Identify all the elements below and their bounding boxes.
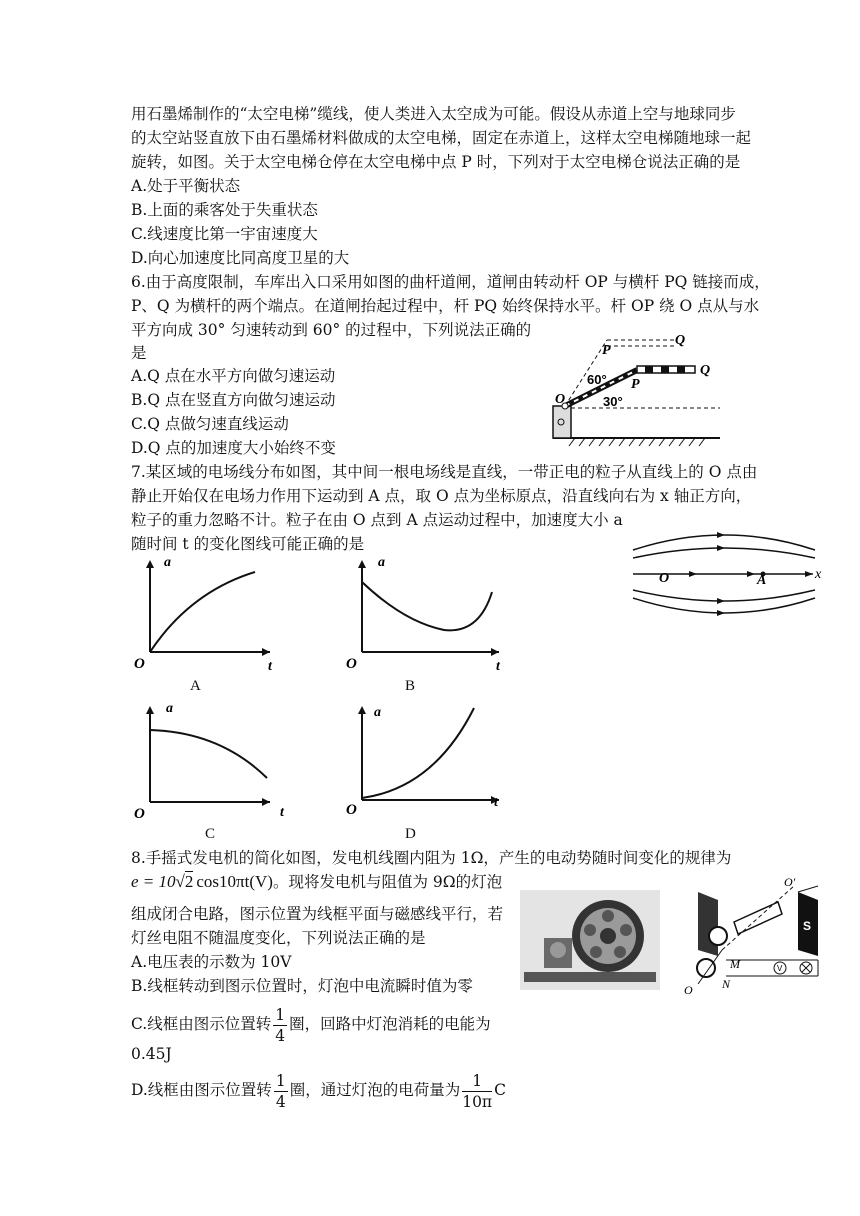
q8-option-c-tail: 0.45J xyxy=(131,1045,172,1063)
gate-label-q: Q xyxy=(700,363,711,378)
generator-schematic xyxy=(678,872,828,1002)
q6-option-b: B.Q 点在竖直方向做匀速运动 xyxy=(131,391,336,409)
field-label-o: O xyxy=(659,571,670,586)
graph-b-xlabel: t xyxy=(496,659,500,674)
q5-option-d: D.向心加速度比同高度卫星的大 xyxy=(131,249,350,267)
q7-stem-line-2: 静止开始仅在电场力作用下运动到 A 点，取 O 点为坐标原点，沿直线向右为 x 轴正方向， xyxy=(131,487,752,505)
q8-option-b: B.线框转动到图示位置时，灯泡中电流瞬时值为零 xyxy=(131,977,473,995)
field-label-a: A xyxy=(757,573,767,588)
graph-b xyxy=(344,552,509,672)
q8-option-a: A.电压表的示数为 10V xyxy=(131,953,292,971)
q8-stem-line-1: 8.手摇式发电机的简化如图，发电机线圈内阻为 1Ω，产生的电动势随时间变化的规律为 xyxy=(131,849,732,867)
graph-b-origin: O xyxy=(346,656,357,672)
q6-option-a: A.Q 点在水平方向做匀速运动 xyxy=(131,367,336,385)
graph-d-origin: O xyxy=(346,802,357,818)
field-label-x: x xyxy=(815,567,822,582)
graph-c xyxy=(130,698,284,822)
fraction-quarter-c xyxy=(273,1005,287,1046)
q6-stem-line-2: P、Q 为横杆的两个端点。在道闸抬起过程中，杆 PQ 始终保持水平。杆 OP 绕 O 点从与水 xyxy=(131,297,760,315)
fraction-den: 4 xyxy=(275,1026,286,1045)
q7-stem-line-3: 粒子的重力忽略不计。粒子在由 O 点到 A 点运动过程中，加速度大小 a xyxy=(131,511,623,529)
graph-c-caption: C xyxy=(205,826,216,842)
q8-option-c-pre: C.线框由图示位置转 xyxy=(131,1015,272,1033)
q6-stem-line-3: 平方向成 30° 匀速转动到 60° 的过程中，下列说法正确的 xyxy=(131,321,532,339)
q7-stem-line-1: 7.某区域的电场线分布如图，其中间一根电场线是直线，一带正电的粒子从直线上的 O 点由 xyxy=(131,463,758,481)
graph-d xyxy=(344,698,509,818)
magnet-s-label: S xyxy=(803,919,812,933)
graph-a xyxy=(130,552,280,672)
fraction-charge xyxy=(462,1071,492,1112)
axis-label-o-prime: O′ xyxy=(784,875,796,889)
graph-a-ylabel: a xyxy=(164,555,171,570)
q7-stem-line-4: 随时间 t 的变化图线可能正确的是 xyxy=(131,535,365,553)
q5-stem-line-2: 的太空站竖直放下由石墨烯材料做成的太空电梯，固定在赤道上，这样太空电梯随地球一起 xyxy=(131,129,752,147)
q8-option-d xyxy=(131,1068,506,1112)
q8-stem-line-3: 灯丝电阻不随温度变化，下列说法正确的是 xyxy=(131,929,426,947)
gate-label-q-top: Q xyxy=(675,333,686,348)
axis-label-o: O xyxy=(684,983,693,997)
brush-label-n: N xyxy=(722,977,731,991)
graph-a-xlabel: t xyxy=(268,659,272,674)
graph-a-origin: O xyxy=(134,656,145,672)
q5-option-c: C.线速度比第一宇宙速度大 xyxy=(131,225,318,243)
fraction-num: 1 xyxy=(462,1071,492,1092)
q8-equation xyxy=(131,870,502,892)
q8-option-c-post: 圈，回路中灯泡消耗的电能为 xyxy=(289,1015,491,1033)
electric-field-figure xyxy=(625,520,825,620)
q8-option-d-pre: D.线框由图示位置转 xyxy=(131,1081,272,1099)
q8-option-d-unit: C xyxy=(494,1081,506,1099)
graph-b-ylabel: a xyxy=(378,555,385,570)
gate-label-p-top: P xyxy=(602,343,611,358)
graph-c-ylabel: a xyxy=(166,701,173,716)
graph-d-xlabel: t xyxy=(494,795,498,810)
graph-d-caption: D xyxy=(405,826,416,842)
fraction-num: 1 xyxy=(275,1005,286,1024)
graph-c-xlabel: t xyxy=(280,805,284,820)
fraction-den: 4 xyxy=(275,1092,286,1111)
q6-stem-line-1: 6.由于高度限制，车库出入口采用如图的曲杆道闸，道闸由转动杆 OP 与横杆 PQ 链接而成， xyxy=(131,273,770,291)
voltmeter-label: V xyxy=(777,964,783,973)
q8-option-d-mid: 圈，通过灯泡的电荷量为 xyxy=(289,1081,461,1099)
gate-label-o: O xyxy=(555,392,566,407)
q5-stem-line-1: 用石墨烯制作的“太空电梯”缆线，使人类进入太空成为可能。假设从赤道上空与地球同步 xyxy=(131,105,736,123)
gate-label-p: P xyxy=(631,377,640,392)
gate-angle-60: 60° xyxy=(587,372,607,387)
brush-label-m: M xyxy=(730,957,740,971)
fraction-den: 10π xyxy=(462,1092,493,1111)
q5-stem-line-3: 旋转，如图。关于太空电梯仓停在太空电梯中点 P 时，下列对于太空电梯仓说法正确的是 xyxy=(131,153,741,171)
graph-b-caption: B xyxy=(405,678,416,694)
fraction-num: 1 xyxy=(275,1071,286,1090)
q6-option-c: C.Q 点做匀速直线运动 xyxy=(131,415,289,433)
q8-equation-tail: 。现将发电机与阻值为 9Ω的灯泡 xyxy=(272,873,503,891)
q5-option-a: A.处于平衡状态 xyxy=(131,177,241,195)
generator-photo xyxy=(520,890,660,990)
graph-c-origin: O xyxy=(134,806,145,822)
q8-equation-lhs: e = 10 xyxy=(131,872,176,891)
q8-equation-root: 2 xyxy=(184,872,194,891)
gate-angle-30: 30° xyxy=(603,394,623,409)
sqrt-symbol: √ xyxy=(175,872,185,891)
graph-a-caption: A xyxy=(190,678,201,694)
q6-stem-line-4: 是 xyxy=(131,344,147,362)
q6-option-d: D.Q 点的加速度大小始终不变 xyxy=(131,439,336,457)
q8-stem-line-2: 组成闭合电路，图示位置为线框平面与磁感线平行，若 xyxy=(131,905,504,923)
q8-equation-rhs: cos10πt(V) xyxy=(196,872,273,891)
q5-option-b: B.上面的乘客处于失重状态 xyxy=(131,201,318,219)
q8-option-c xyxy=(131,1002,491,1046)
barrier-gate-figure xyxy=(545,320,725,450)
fraction-quarter-d xyxy=(274,1071,288,1112)
graph-d-ylabel: a xyxy=(374,705,381,720)
